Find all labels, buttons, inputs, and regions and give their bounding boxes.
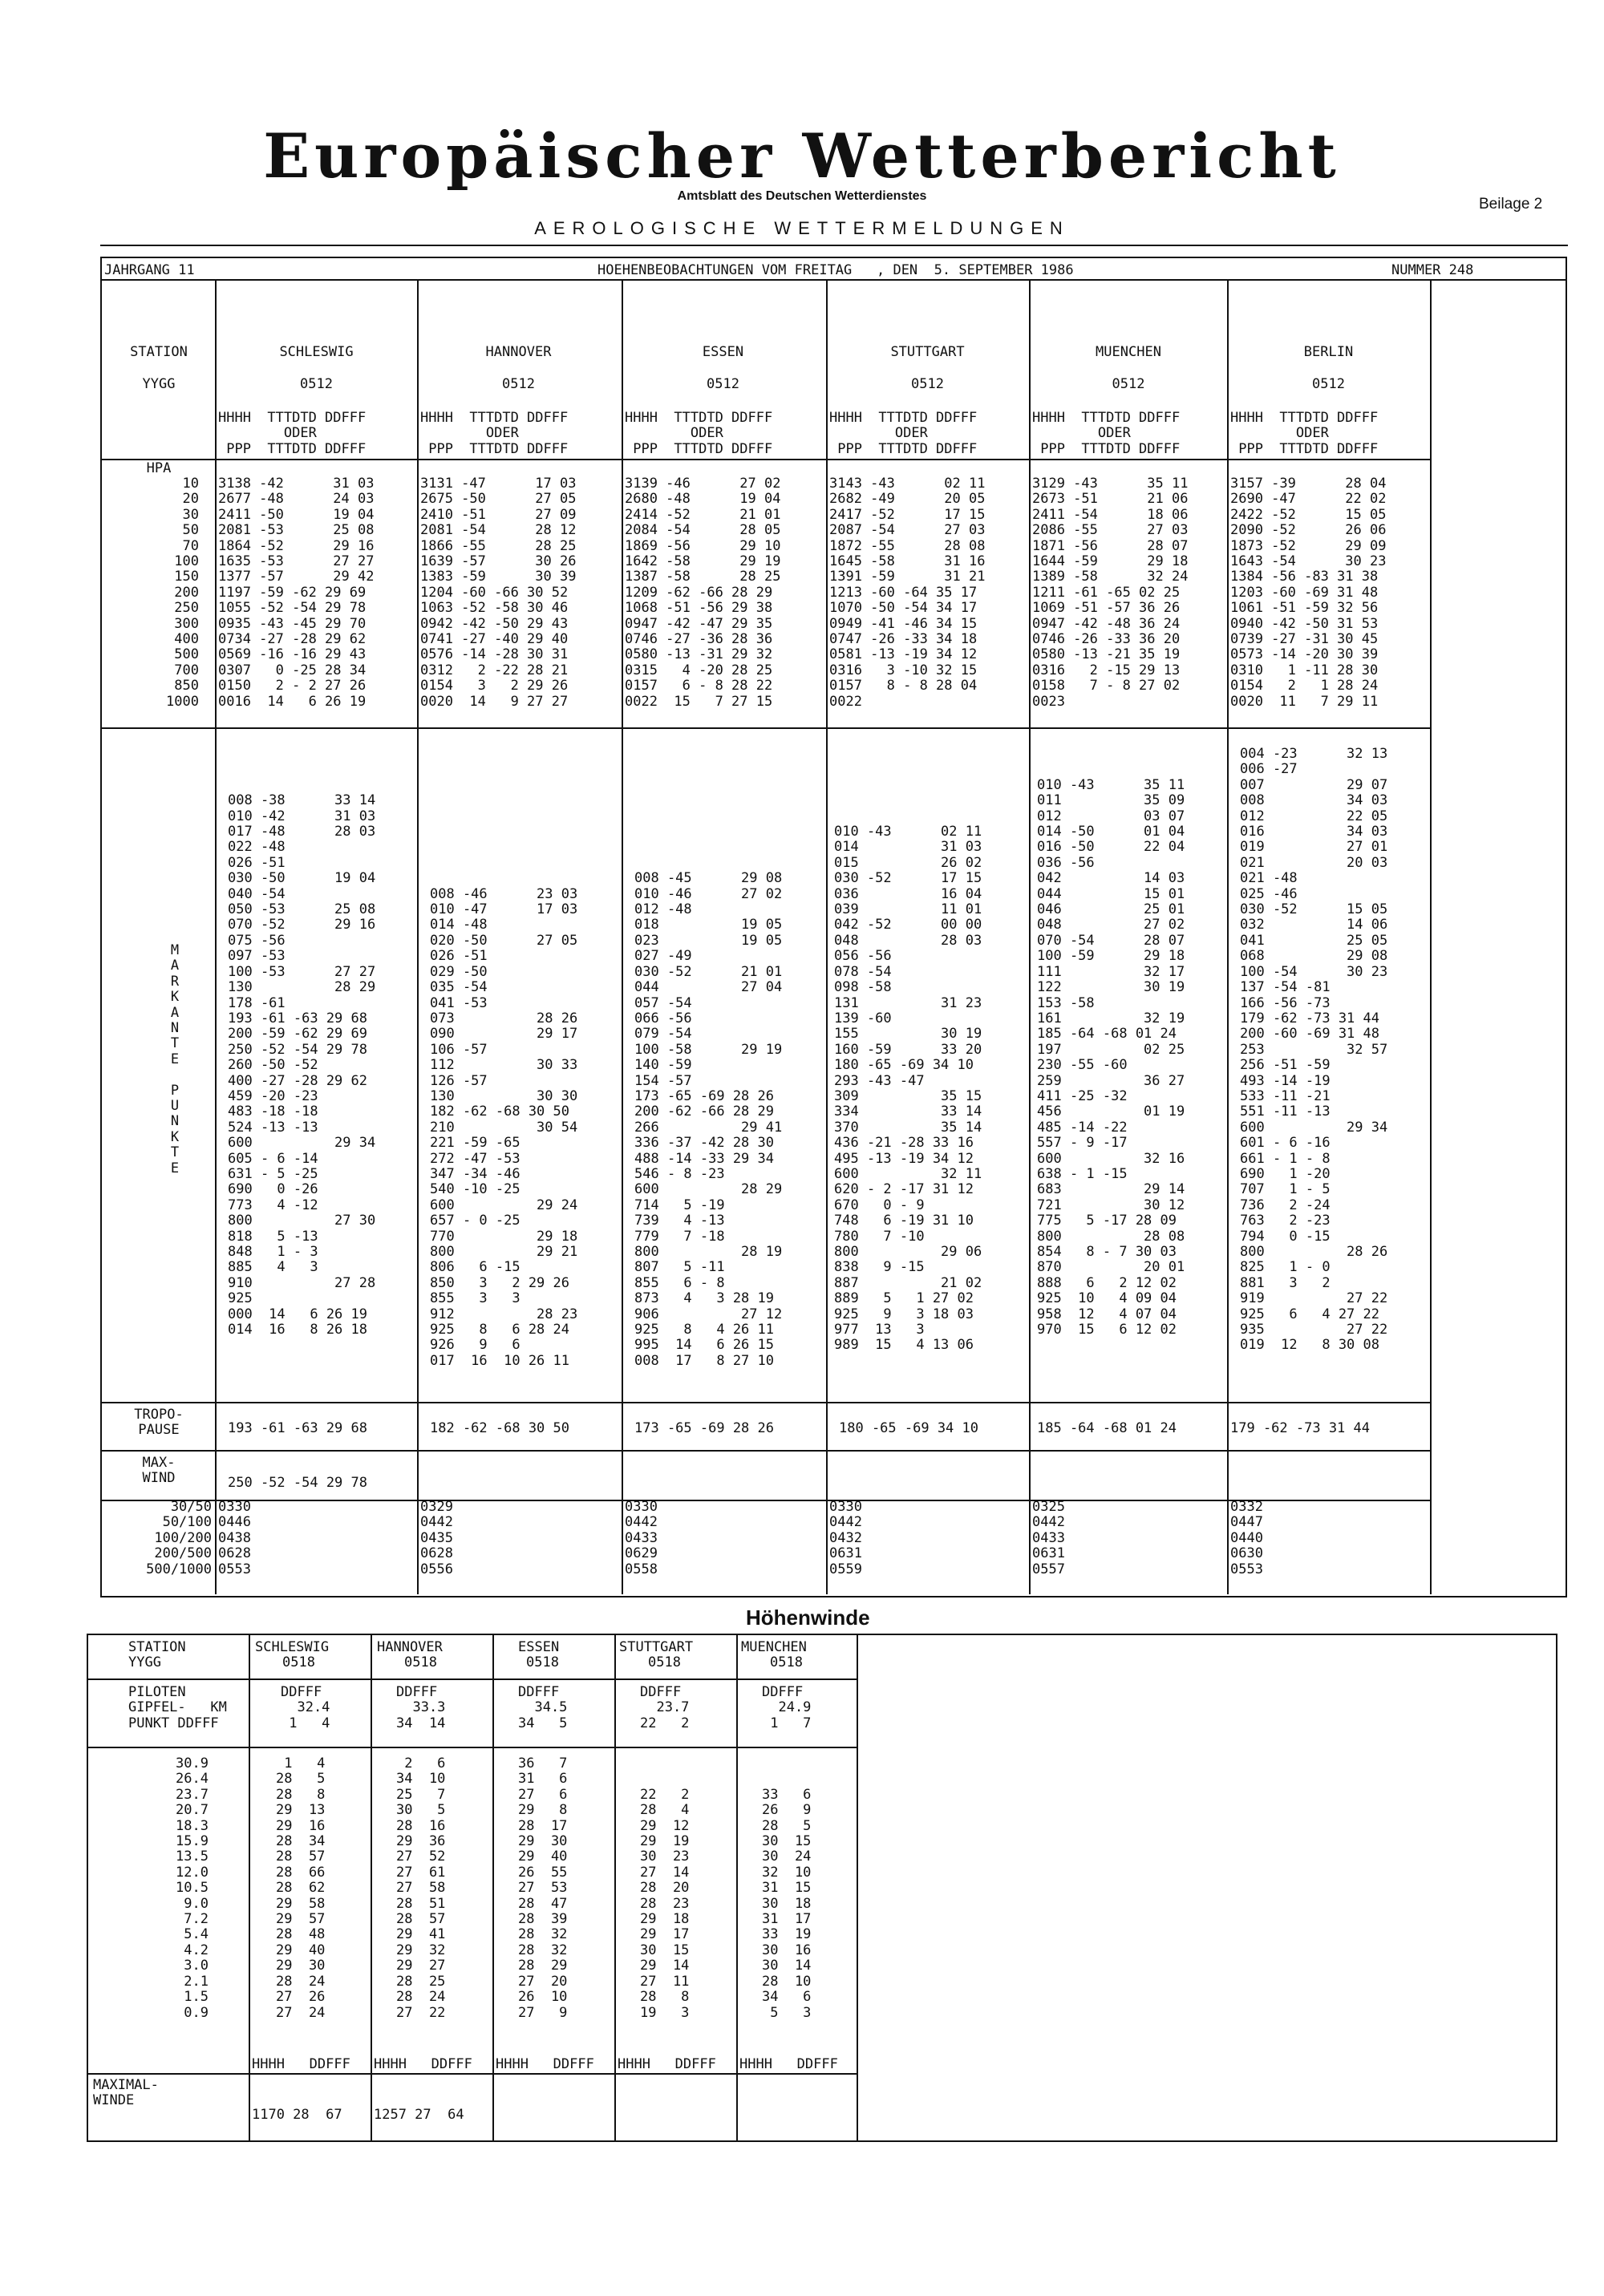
- layer-thickness-values: 0325 0442 0433 0631 0557: [1032, 1499, 1065, 1577]
- significant-points: 010 -43 35 11 011 35 09 012 03 07 014 -50 01 04 016 -50 22 04 036 -56 042 14 03 044 15 01 046 25 01 048 27 02 070 -54 28 07 100 -59 29 18 111 32 17 122 30 19 153 -58 161 32 19 185 -64 -68 01 24 197 02 25 230 -55 -60 259 36 27 411 -25 -32 456 01 19 485 -14 -22 557 - 9 -17 600 32 16 638 - 1 -15 683 29 14 721 30 12 775 5 -17 28 09 800 28 08 854 8 - 7 30 03 870 20 01 888 6 2 12 02 925 10 4 09 04 958 12 4 07 04 970 15 6 12 02: [1037, 776, 1185, 1338]
- hw-label-max: MAXIMAL- WINDE: [93, 2077, 159, 2109]
- hw-heights: 30.9 26.4 23.7 20.7 18.3 15.9 13.5 12.0 10.5 9.0 7.2 5.4 4.2 3.0 2.1 1.5 0.9: [176, 1755, 209, 2021]
- layer-thickness-values: 0332 0447 0440 0630 0553: [1230, 1499, 1263, 1577]
- station-name: SCHLESWIG: [279, 344, 354, 360]
- station-yygg: 0512: [300, 376, 333, 392]
- label-markante-punkte: M A R K A N T E P U N K T E: [170, 942, 180, 1176]
- significant-points: 010 -43 02 11 014 31 03 015 26 02 030 -52 17 15 036 16 04 039 11 01 042 -52 00 00 048 28 03 056 -56 078 -54 098 -58 131 31 23 139 -60 155 30 19 160 -59 33 20 180 -65 -69 34 10 293 -43 -47 309 35 15 334 33 14 370 35 14 436 -21 -28 33 16 495 -13 -19 34 12 600 32 11 620 - 2 -17 31 12 670 0 - 9 748 6 -19 31 10 780 7 -10 800 29 06 838 9 -15 887 21 02 889 5 1 27 02 925 9 3 18 03 977 13 3 989 15 4 13 06: [834, 824, 982, 1354]
- row-divider: [100, 1402, 1432, 1403]
- row-divider: [100, 459, 1432, 460]
- station-name: BERLIN: [1303, 344, 1354, 360]
- row-divider: [100, 1450, 1432, 1452]
- column-header: HHHH TTTDTD DDFFF ODER PPP TTTDTD DDFFF: [1032, 410, 1181, 457]
- max-wind-values: 250 -52 -54 29 78: [228, 1475, 367, 1491]
- column-divider: [857, 1634, 858, 2140]
- layer-thickness-values: 0329 0442 0435 0628 0556: [420, 1499, 453, 1577]
- hw-station-yygg: 0518: [282, 1654, 315, 1670]
- hw-station-name: MUENCHEN: [741, 1639, 807, 1655]
- tropopause-values: 173 -65 -69 28 26: [634, 1420, 774, 1436]
- significant-points: 008 -38 33 14 010 -42 31 03 017 -48 28 03 022 -48 026 -51 030 -50 19 04 040 -54 050 -53 25 08 070 -52 29 16 075 -56 097 -53 100 -53 27 27 130 28 29 178 -61 193 -61 -63 29 68 200 -59 -62 29 69 250 -52 -54 29 78 260 -50 -52 400 -27 -28 29 62 459 -20 -23 483 -18 -18 524 -13 -13 600 29 34 605 - 6 -14 631 - 5 -25 690 0 -26 773 4 -12 800 27 30 818 5 -13 848 1 - 3 885 4 3 910 27 28 925 000 14 6 26 19 014 16 8 26 18: [228, 792, 376, 1338]
- column-header: HHHH TTTDTD DDFFF ODER PPP TTTDTD DDFFF: [829, 410, 978, 457]
- column-divider: [1227, 279, 1229, 1594]
- hw-station-yygg: 0518: [404, 1654, 437, 1670]
- label-tropopause: TROPO- PAUSE: [134, 1407, 184, 1439]
- column-divider: [371, 1634, 372, 2140]
- observation-label: HOEHENBEOBACHTUNGEN VOM FREITAG , DEN 5. SEPTEMBER 1986: [597, 262, 1074, 278]
- column-divider: [736, 1634, 738, 2140]
- station-yygg: 0512: [1112, 376, 1145, 392]
- column-divider: [1029, 279, 1031, 1594]
- row-divider: [87, 1678, 858, 1680]
- tropopause-values: 185 -64 -68 01 24: [1037, 1420, 1177, 1436]
- station-name: STUTTGART: [890, 344, 965, 360]
- standard-levels: 3139 -46 27 02 2680 -48 19 04 2414 -52 21 01 2084 -54 28 05 1869 -56 29 10 1642 -58 29 19 1387 -58 28 25 1209 -62 -66 28 29 1068 -51 -56 29 38 0947 -42 -47 29 35 0746 -27 -36 28 36 0580 -13 -31 29 32 0315 4 -20 28 25 0157 6 - 8 28 22 0022 15 7 27 15: [625, 476, 781, 710]
- publisher-subtitle: Amtsblatt des Deutschen Wetterdienstes: [677, 189, 927, 203]
- hw-station-name: SCHLESWIG: [255, 1639, 330, 1655]
- column-header: HHHH TTTDTD DDFFF ODER PPP TTTDTD DDFFF: [625, 410, 773, 457]
- hw-col-label: HHHH DDFFF: [618, 2056, 716, 2072]
- label-station: STATION: [130, 344, 188, 360]
- issue-number: NUMMER 248: [1391, 262, 1474, 278]
- supplement-label: Beilage 2: [1479, 196, 1543, 213]
- standard-levels: 3138 -42 31 03 2677 -48 24 03 2411 -50 19 04 2081 -53 25 08 1864 -52 29 16 1635 -53 27 27 1377 -57 29 42 1197 -59 -62 29 69 1055 -52 -54 29 78 0935 -43 -45 29 70 0734 -27 -28 29 62 0569 -16 -16 29 43 0307 0 -25 28 34 0150 2 - 2 27 26 0016 14 6 26 19: [218, 476, 375, 710]
- hoehenwinde-title: Höhenwinde: [746, 1606, 870, 1630]
- hw-wind-values: 1 4 28 5 28 8 29 13 29 16 28 34 28 57 28 66 28 62 29 58 29 57 28 48 29 40 29 30 28 24 27 26 27 24: [276, 1755, 326, 2021]
- significant-points: 004 -23 32 13 006 -27 007 29 07 008 34 03 012 22 05 016 34 03 019 27 01 021 20 03 021 -48 025 -46 030 -52 15 05 032 14 06 041 25 05 068 29 08 100 -54 30 23 137 -54 -81 166 -56 -73 179 -62 -73 31 44 200 -60 -69 31 48 253 32 57 256 -51 -59 493 -14 -19 533 -11 -21 551 -11 -13 600 29 34 601 - 6 -16 661 - 1 - 8 690 1 -20 707 1 - 5 736 2 -24 763 2 -23 794 0 -15 800 28 26 825 1 - 0 881 3 2 919 27 22 925 6 4 27 22 935 27 22 019 12 8 30 08: [1240, 746, 1388, 1354]
- significant-points: 008 -46 23 03 010 -47 17 03 014 -48 020 -50 27 05 026 -51 029 -50 035 -54 041 -53 073 28 26 090 29 17 106 -57 112 30 33 126 -57 130 30 30 182 -62 -68 30 50 210 30 54 221 -59 -65 272 -47 -53 347 -34 -46 540 -10 -25 600 29 24 657 - 0 -25 770 29 18 800 29 21 806 6 -15 850 3 2 29 26 855 3 3 912 28 23 925 8 6 28 24 926 9 6 017 16 10 26 11: [430, 885, 578, 1369]
- column-header: HHHH TTTDTD DDFFF ODER PPP TTTDTD DDFFF: [420, 410, 569, 457]
- hw-wind-values: 2 6 34 10 25 7 30 5 28 16 29 36 27 52 27 61 27 58 28 51 28 57 29 41 29 32 29 27 28 25 28 24 27 22: [396, 1755, 446, 2021]
- column-divider: [492, 1634, 494, 2140]
- hw-station-name: STUTTGART: [619, 1639, 694, 1655]
- hw-max-values: 1257 27 64: [374, 2107, 464, 2123]
- standard-levels: 3143 -43 02 11 2682 -49 20 05 2417 -52 17 15 2087 -54 27 03 1872 -55 28 08 1645 -58 31 16 1391 -59 31 21 1213 -60 -64 35 17 1070 -50 -54 34 17 0949 -41 -46 34 15 0747 -26 -33 34 18 0581 -13 -19 34 12 0316 3 -10 32 15 0157 8 - 8 28 04 0022: [829, 476, 986, 710]
- page-title: Europäischer Wetterbericht: [263, 120, 1341, 192]
- column-divider: [1430, 279, 1432, 1594]
- column-header: HHHH TTTDTD DDFFF ODER PPP TTTDTD DDFFF: [218, 410, 367, 457]
- hw-station-yygg: 0518: [770, 1654, 803, 1670]
- hw-col-label: HHHH DDFFF: [252, 2056, 350, 2072]
- column-divider: [826, 279, 828, 1594]
- hw-piloten-values: DDFFF 32.4 1 4: [281, 1684, 330, 1731]
- column-divider: [417, 279, 419, 1594]
- hw-station-yygg: 0518: [648, 1654, 681, 1670]
- hw-piloten-values: DDFFF 23.7 22 2: [640, 1684, 690, 1731]
- hw-label-station: STATION YYGG: [128, 1639, 186, 1671]
- column-divider: [614, 1634, 616, 2140]
- station-name: HANNOVER: [485, 344, 552, 360]
- label-hpa: HPA: [146, 460, 172, 476]
- column-divider: [622, 279, 623, 1594]
- standard-levels: 3129 -43 35 11 2673 -51 21 06 2411 -54 18 06 2086 -55 27 03 1871 -56 28 07 1644 -59 29 18 1389 -58 32 24 1211 -61 -65 02 25 1069 -51 -57 36 26 0947 -42 -48 36 24 0746 -26 -33 36 20 0580 -13 -21 35 19 0316 2 -15 29 13 0158 7 - 8 27 02 0023: [1032, 476, 1189, 710]
- column-header: HHHH TTTDTD DDFFF ODER PPP TTTDTD DDFFF: [1230, 410, 1379, 457]
- hw-piloten-values: DDFFF 33.3 34 14: [396, 1684, 446, 1731]
- station-name: ESSEN: [702, 344, 744, 360]
- tropopause-values: 179 -62 -73 31 44: [1230, 1420, 1370, 1436]
- station-yygg: 0512: [911, 376, 944, 392]
- row-divider: [87, 1747, 858, 1748]
- header-row-divider: [100, 279, 1566, 281]
- station-name: MUENCHEN: [1096, 344, 1161, 360]
- column-divider: [249, 1634, 250, 2140]
- hw-col-label: HHHH DDFFF: [374, 2056, 472, 2072]
- section-title: AEROLOGISCHE WETTERMELDUNGEN: [534, 218, 1070, 238]
- hw-station-name: HANNOVER: [377, 1639, 443, 1655]
- tropopause-values: 182 -62 -68 30 50: [430, 1420, 569, 1436]
- layer-thickness-values: 0330 0446 0438 0628 0553: [218, 1499, 251, 1577]
- label-max-wind: MAX- WIND: [142, 1455, 176, 1487]
- hw-station-yygg: 0518: [526, 1654, 559, 1670]
- hw-col-label: HHHH DDFFF: [739, 2056, 838, 2072]
- tropopause-values: 193 -61 -63 29 68: [228, 1420, 367, 1436]
- volume-label: JAHRGANG 11: [104, 262, 195, 278]
- station-yygg: 0512: [707, 376, 739, 392]
- hw-max-values: 1170 28 67: [252, 2107, 342, 2123]
- station-yygg: 0512: [502, 376, 535, 392]
- row-divider: [87, 2073, 858, 2075]
- hw-wind-values: 33 6 26 9 28 5 30 15 30 24 32 10 31 15 30 18 31 17 33 19 30 16 30 14 28 10 34 6 5 3: [762, 1786, 812, 2021]
- label-yygg: YYGG: [142, 376, 176, 392]
- hw-wind-values: 36 7 31 6 27 6 29 8 28 17 29 30 29 40 26 55 27 53 28 47 28 39 28 32 28 32 28 29 27 20 26 10 27 9: [518, 1755, 568, 2021]
- hw-piloten-values: DDFFF 34.5 34 5: [518, 1684, 568, 1731]
- hw-wind-values: 22 2 28 4 29 12 29 19 30 23 27 14 28 20 28 23 29 18 29 17 30 15 29 14 27 11 28 8 19 3: [640, 1786, 690, 2021]
- hw-station-name: ESSEN: [518, 1639, 560, 1655]
- standard-levels: 3131 -47 17 03 2675 -50 27 05 2410 -51 27 09 2081 -54 28 12 1866 -55 28 25 1639 -57 30 26 1383 -59 30 39 1204 -60 -66 30 52 1063 -52 -58 30 46 0942 -42 -50 29 43 0741 -27 -40 29 40 0576 -14 -28 30 31 0312 2 -22 28 21 0154 3 2 29 26 0020 14 9 27 27: [420, 476, 577, 710]
- hpa-levels: 10 20 30 50 70 100 150 200 250 300 400 500 700 850 1000: [166, 476, 199, 710]
- standard-levels: 3157 -39 28 04 2690 -47 22 02 2422 -52 15 05 2090 -52 26 06 1873 -52 29 09 1643 -54 30 23 1384 -56 -83 31 38 1203 -60 -69 31 48 1061 -51 -59 32 56 0940 -42 -50 31 53 0739 -27 -31 30 45 0573 -14 -20 30 39 0310 1 -11 28 30 0154 2 1 28 24 0020 11 7 29 11: [1230, 476, 1387, 710]
- station-yygg: 0512: [1312, 376, 1345, 392]
- column-divider: [215, 279, 217, 1594]
- tropopause-values: 180 -65 -69 34 10: [839, 1420, 978, 1436]
- hw-col-label: HHHH DDFFF: [496, 2056, 594, 2072]
- layer-thickness-values: 0330 0442 0433 0629 0558: [625, 1499, 658, 1577]
- hw-label-piloten: PILOTEN GIPFEL- KM PUNKT DDFFF: [128, 1684, 227, 1731]
- label-layer-thickness: 30/50 50/100 100/200 200/500 500/1000: [146, 1499, 212, 1577]
- row-divider: [100, 727, 1432, 729]
- layer-thickness-values: 0330 0442 0432 0631 0559: [829, 1499, 862, 1577]
- hw-piloten-values: DDFFF 24.9 1 7: [762, 1684, 812, 1731]
- header-rule: [100, 245, 1568, 246]
- significant-points: 008 -45 29 08 010 -46 27 02 012 -48 018 19 05 023 19 05 027 -49 030 -52 21 01 044 27 04 057 -54 066 -56 079 -54 100 -58 29 19 140 -59 154 -57 173 -65 -69 28 26 200 -62 -66 28 29 266 29 41 336 -37 -42 28 30 488 -14 -33 29 34 546 - 8 -23 600 28 29 714 5 -19 739 4 -13 779 7 -18 800 28 19 807 5 -11 855 6 - 8 873 4 3 28 19 906 27 12 925 8 4 26 11 995 14 6 26 15 008 17 8 27 10: [634, 870, 783, 1369]
